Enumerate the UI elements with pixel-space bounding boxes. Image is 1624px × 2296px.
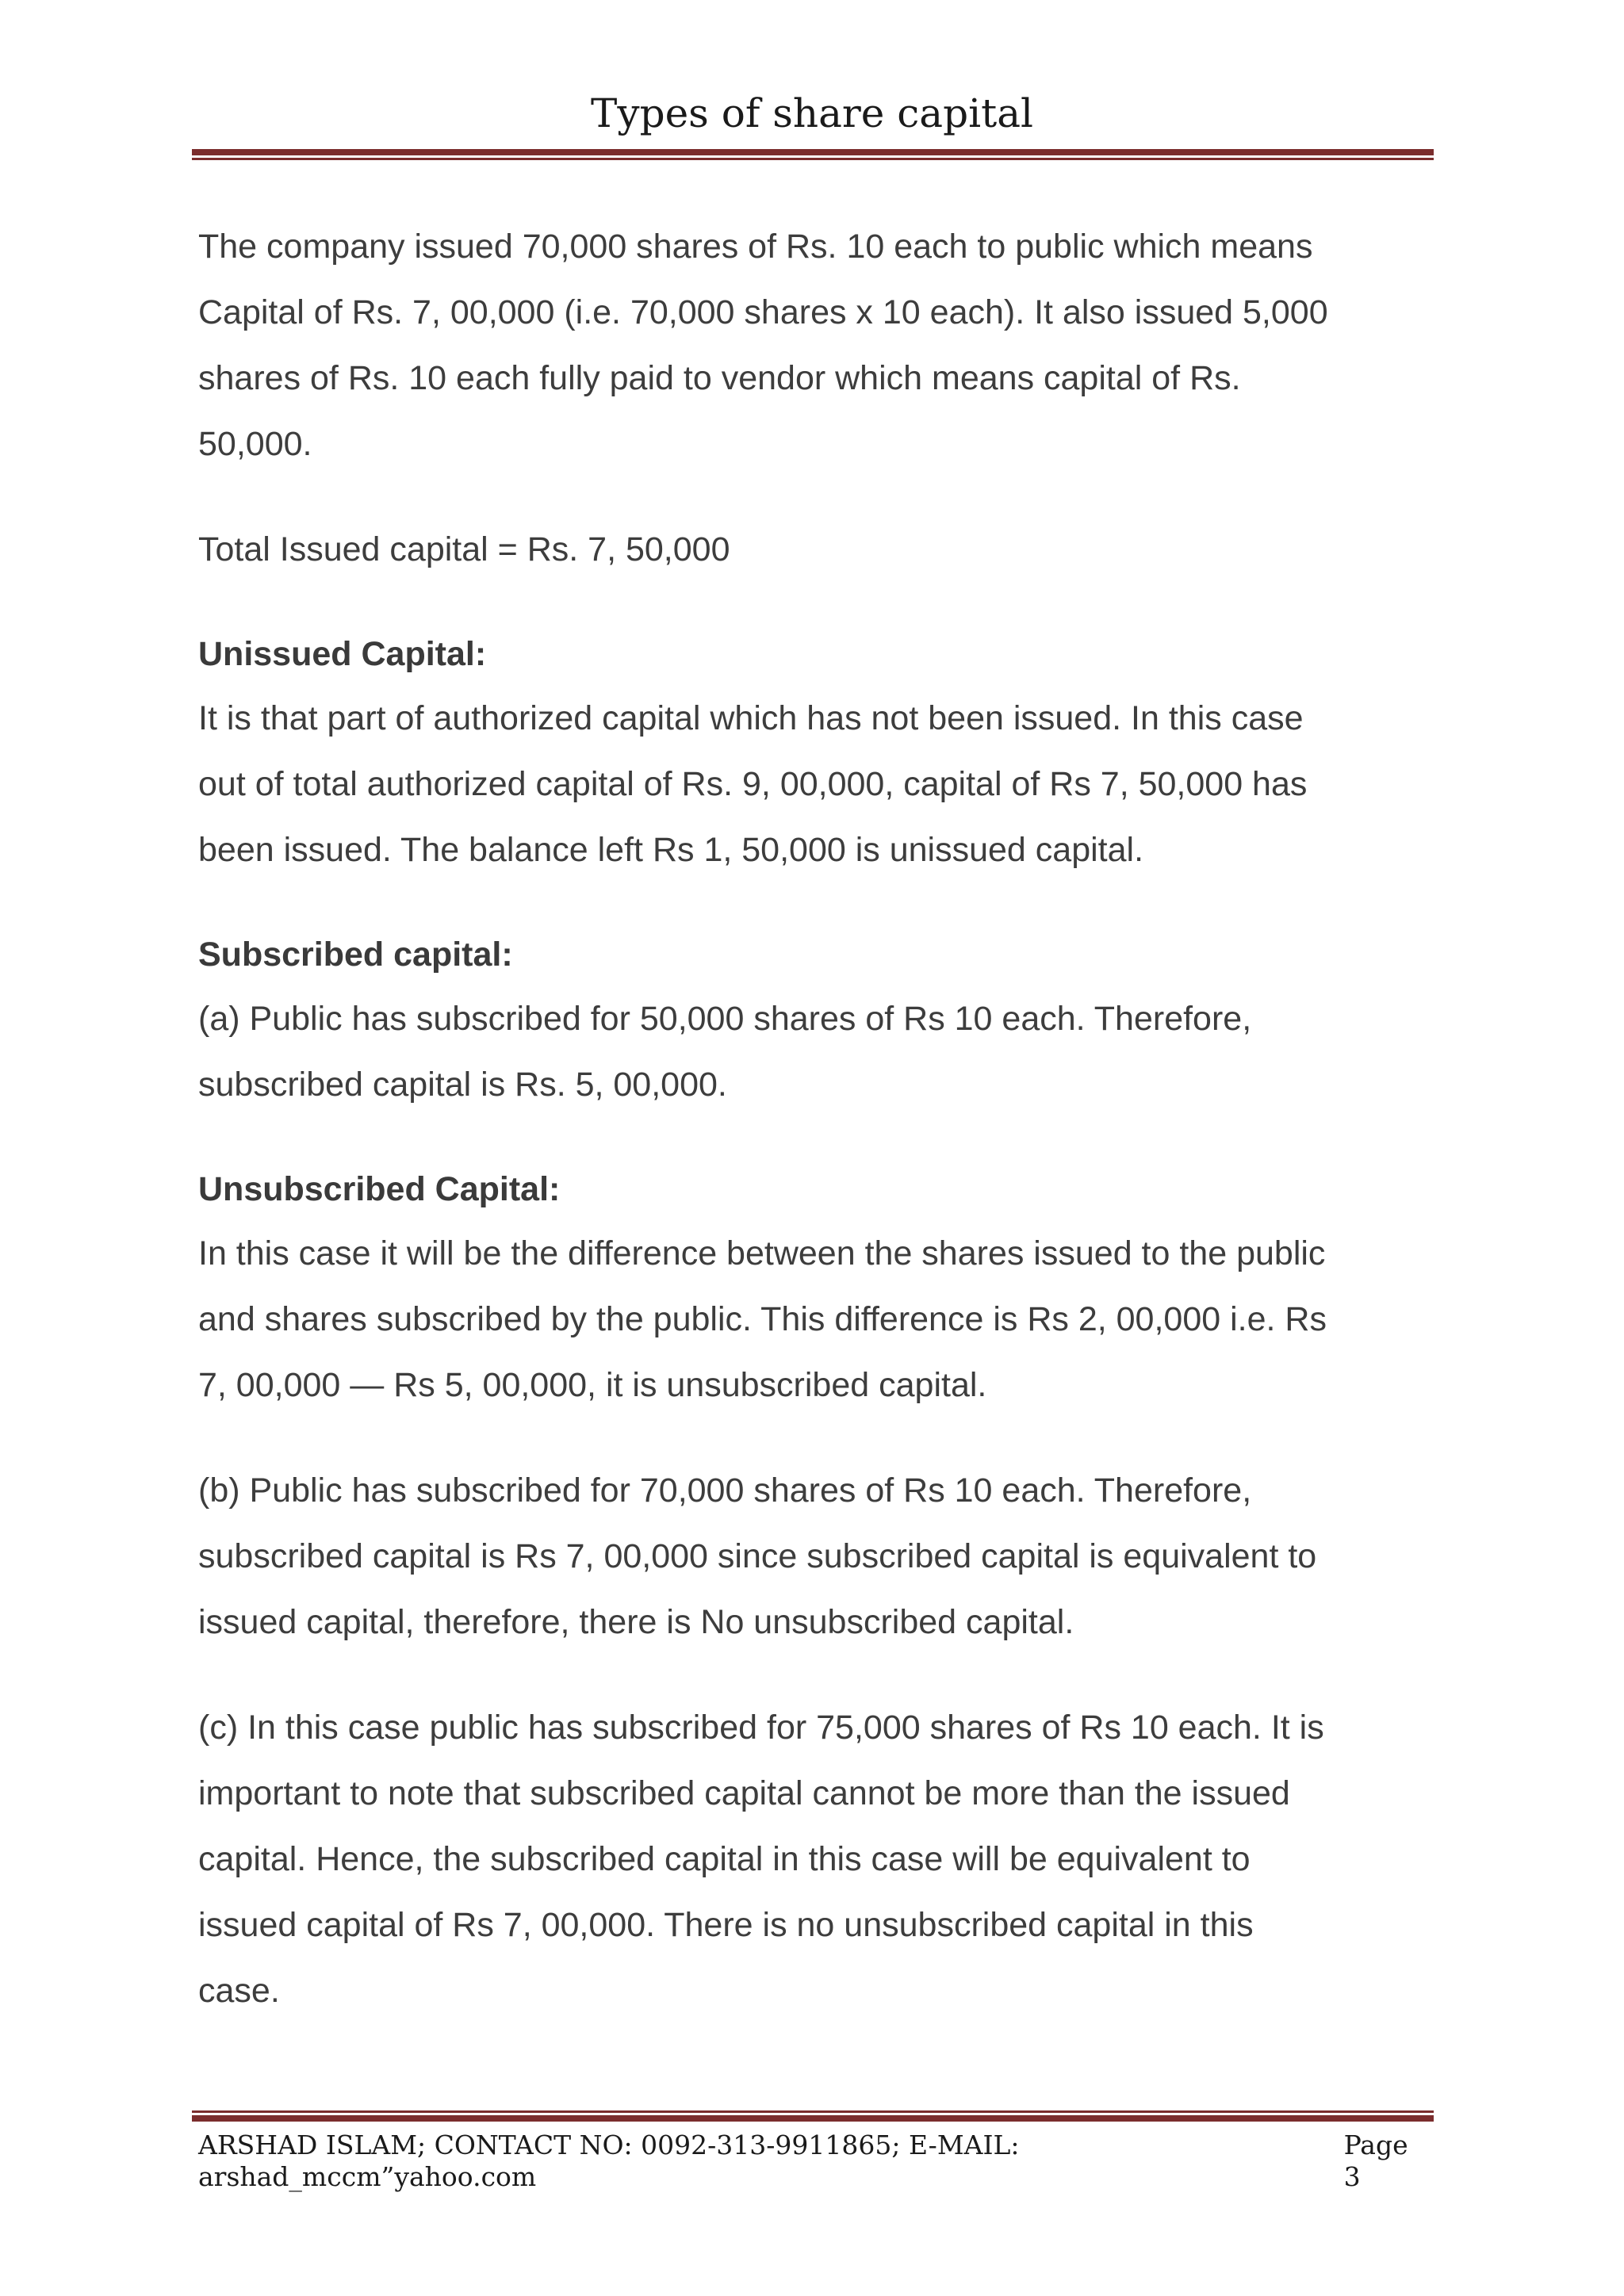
text-line: subscribed capital is Rs 7, 00,000 since subscribed capital is equivalent to <box>198 1537 1317 1575</box>
subscribed-capital-heading: Subscribed capital: <box>198 936 513 974</box>
text-line: Capital of Rs. 7, 00,000 (i.e. 70,000 shares x 10 each). It also issued 5,000 <box>198 293 1328 331</box>
text-line: The company issued 70,000 shares of Rs. 10 each to public which means <box>198 228 1313 266</box>
text-line: (a) Public has subscribed for 50,000 shares of Rs 10 each. Therefore, <box>198 1000 1252 1038</box>
page-number: Page 3 <box>1343 2130 1408 2192</box>
case-c-paragraph <box>198 1695 1435 2024</box>
total-issued-capital: Total Issued capital = Rs. 7, 50,000 <box>198 530 730 568</box>
document-body <box>198 214 1435 2024</box>
footer-contact: ARSHAD ISLAM; CONTACT NO: 0092-313-9911865; E-MAIL: arshad_mccm”yahoo.com <box>198 2130 1020 2192</box>
text-line: In this case it will be the difference between the shares issued to the public <box>198 1234 1326 1272</box>
text-line: 7, 00,000 — Rs 5, 00,000, it is unsubscribed capital. <box>198 1366 987 1404</box>
text-line: (b) Public has subscribed for 70,000 shares of Rs 10 each. Therefore, <box>198 1471 1252 1510</box>
unissued-capital-heading: Unissued Capital: <box>198 635 487 673</box>
text-line: shares of Rs. 10 each fully paid to vendor which means capital of Rs. <box>198 359 1241 397</box>
text-line: 50,000. <box>198 425 312 463</box>
text-line: case. <box>198 1972 280 2010</box>
text-line: been issued. The balance left Rs 1, 50,000 is unissued capital. <box>198 831 1144 869</box>
text-line: subscribed capital is Rs. 5, 00,000. <box>198 1066 727 1104</box>
page-header-title: Types of share capital <box>590 90 1033 136</box>
unsubscribed-capital-heading: Unsubscribed Capital: <box>198 1170 561 1208</box>
text-line: important to note that subscribed capital cannot be more than the issued <box>198 1774 1290 1812</box>
unissued-capital-paragraph <box>198 686 1435 883</box>
text-line: and shares subscribed by the public. This difference is Rs 2, 00,000 i.e. Rs <box>198 1300 1327 1338</box>
intro-paragraph <box>198 214 1435 477</box>
subscribed-capital-paragraph <box>198 986 1435 1118</box>
footer-divider <box>192 2110 1434 2122</box>
page-footer <box>198 2130 1431 2192</box>
case-b-paragraph <box>198 1458 1435 1655</box>
text-line: It is that part of authorized capital which has not been issued. In this case <box>198 699 1304 737</box>
header-divider <box>192 149 1434 160</box>
unsubscribed-capital-paragraph <box>198 1221 1435 1418</box>
text-line: (c) In this case public has subscribed for 75,000 shares of Rs 10 each. It is <box>198 1709 1324 1747</box>
text-line: issued capital, therefore, there is No unsubscribed capital. <box>198 1603 1074 1641</box>
text-line: out of total authorized capital of Rs. 9, 00,000, capital of Rs 7, 50,000 has <box>198 765 1308 803</box>
text-line: capital. Hence, the subscribed capital in this case will be equivalent to <box>198 1840 1251 1878</box>
text-line: issued capital of Rs 7, 00,000. There is no unsubscribed capital in this <box>198 1906 1254 1944</box>
